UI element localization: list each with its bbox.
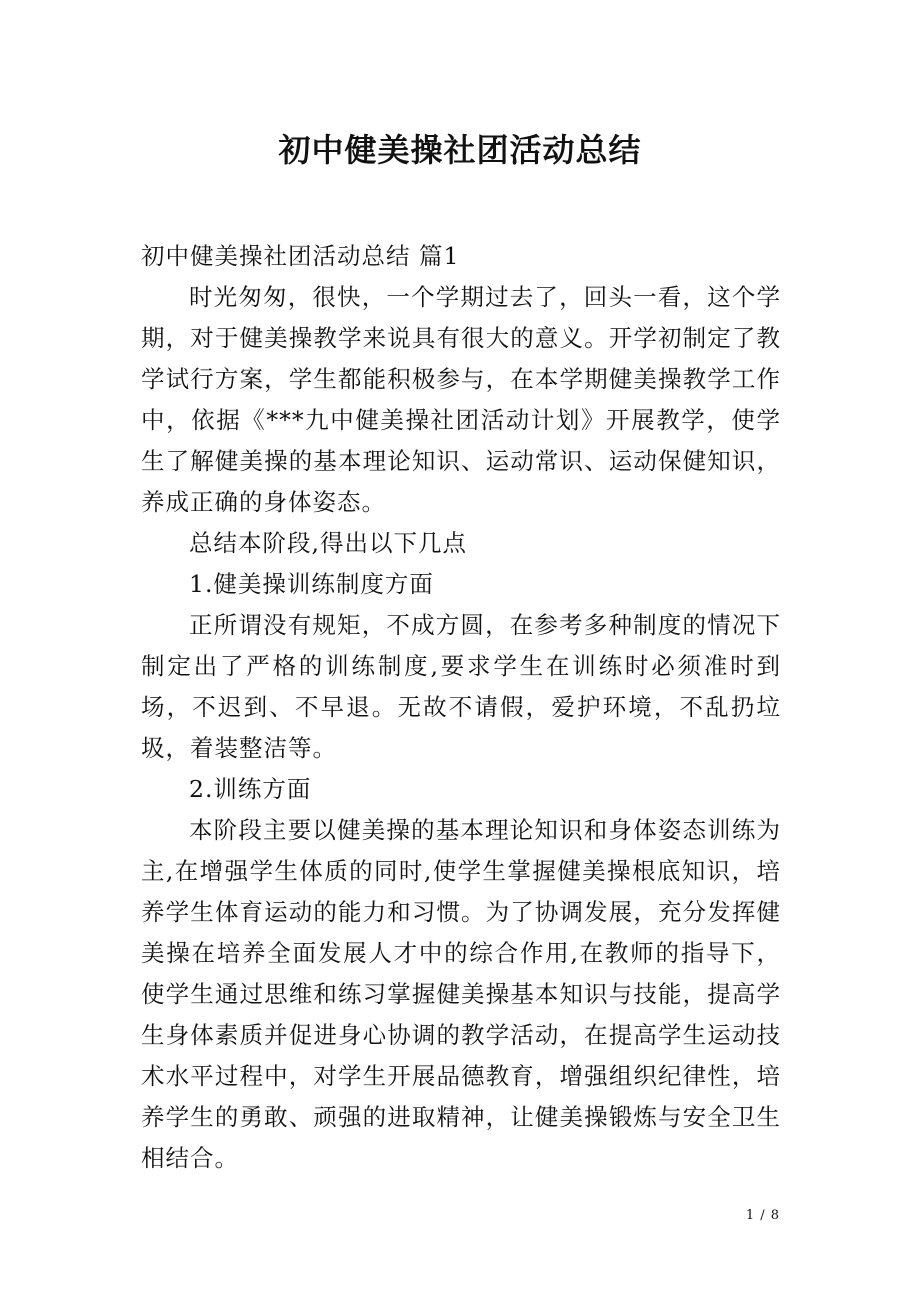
paragraph-heading-1: 1.健美操训练制度方面 xyxy=(189,570,434,598)
paragraph-training-content: 本阶段主要以健美操的基本理论知识和身体姿态训练为主,在增强学生体质的同时,使学生掌握健美操根底知识，培养学生体育运动的能力和习惯。为了协调发展，充分发挥健美操在培养全面发展人才中的综合作用,在教师的指导下，使学生通过思维和练习掌握健美操基本知识与技能，提高学生身体素质并促进身心协调的教学活动，在提高学生运动技术水平过程中，对学生开展品德教育，增强组织纪律性，培养学生的勇敢、顽强的进取精神，让健美操锻炼与安全卫生相结合。 xyxy=(141,816,781,1172)
document-body xyxy=(141,236,781,1179)
paragraph-summary-lead: 总结本阶段,得出以下几点 xyxy=(189,529,467,557)
paragraph-heading-2: 2.训练方面 xyxy=(189,775,312,803)
page-number: 1 / 8 xyxy=(745,1208,780,1223)
section-heading: 初中健美操社团活动总结 篇1 xyxy=(141,242,460,270)
paragraph-intro: 时光匆匆，很快，一个学期过去了，回头一看，这个学期，对于健美操教学来说具有很大的意义。开学初制定了教学试行方案，学生都能积极参与，在本学期健美操教学工作中，依据《***九中健美操社团活动计划》开展教学，使学生了解健美操的基本理论知识、运动常识、运动保健知识，养成正确的身体姿态。 xyxy=(141,283,781,516)
paragraph-training-rules: 正所谓没有规矩，不成方圆，在参考多种制度的情况下制定出了严格的训练制度,要求学生在训练时必须准时到场，不迟到、不早退。无故不请假，爱护环境，不乱扔垃圾，着装整洁等。 xyxy=(141,611,781,762)
document-title: 初中健美操社团活动总结 xyxy=(278,131,642,169)
